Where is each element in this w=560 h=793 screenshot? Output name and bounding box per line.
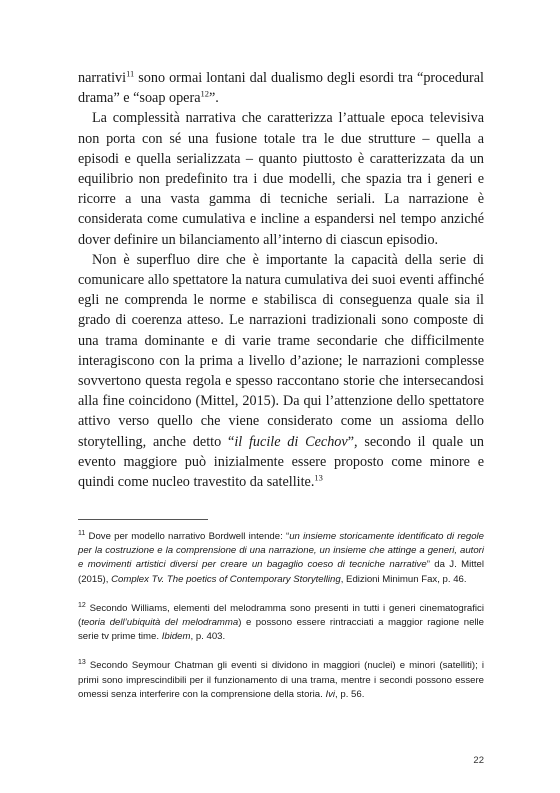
footnote-ref-12[interactable]: 12 xyxy=(200,88,209,99)
body-text xyxy=(78,68,484,492)
paragraph-2: La complessità narrativa che caratterizza l’attuale epoca televisiva non porta con sé una fusione totale tra le due strutture – quella a episodi e quella serializzata – quanto piuttosto è caratterizzata da un equilibrio non predefinito tra i due modelli, che spazia tra i generi e ricorre a una vasta gamma di tecniche seriali. La narrazione è considerata come cumulativa e incline a espandersi nel tempo anziché dover definire un bilanciamento all’interno di ciascun episodio. xyxy=(78,110,484,248)
footnote-ref-11[interactable]: 11 xyxy=(126,68,135,79)
footnote-separator xyxy=(78,519,208,520)
footnotes xyxy=(78,530,484,717)
footnote-12: $^{12}$ Secondo Williams, elementi del melodramma sono presenti in tutti i generi cinematografici (teoria dell’ubiquità del melodramma) e possono essere rintracciati a maggior ragione nelle serie tv prime time. Ibidem, p. 403. xyxy=(78,601,485,643)
footnote-number: 13 xyxy=(78,659,86,667)
paragraph-3: Non è superfluo dire che è importante la capacità della serie di comunicare allo spettatore la natura cumulativa dei suoi eventi affinché egli ne comprenda le norme e stabilisca di conseguenza quale sia il grado di coerenza atteso. Le narrazioni tradizionali sono composte di una trama dominante e di varie trame secondarie che difficilmente interagiscono con la prima a livello d’azione; le narrazioni complesse sovvertono questa regola e spesso raccontano storie che intersecandosi alla fine coincidono (Mittel, 2015). Da qui l’attenzione dello spettatore attivo verso quello che viene considerato come un assioma dello storytelling, anche detto “il fucile di Cechov”, secondo il quale un evento maggiore può inizialmente essere proposto come minore e quindi come nucleo travestito da satellite.$^{13}$ xyxy=(78,251,484,491)
footnote-number: 12 xyxy=(78,601,86,609)
footnote-13: $^{13}$ Secondo Seymour Chatman gli eventi si dividono in maggiori (nuclei) e minori (satelliti); i primi sono imprescindibili per il funzionamento di una trama, mentre i secondi possono essere omessi senza interferire con la comprensione della storia. Ivi, p. 56. xyxy=(78,659,484,700)
page-number: 22 xyxy=(473,755,484,766)
italic-title: il fucile di Cechov xyxy=(234,433,348,450)
paragraph-1: narrativi$^{11}$ sono ormai lontani dal dualismo degli esordi tra “procedural drama” e “soap opera$^{12}$”. xyxy=(78,68,484,107)
footnote-ref-13[interactable]: 13 xyxy=(314,472,323,483)
footnote-11: $^{11}$ Dove per modello narrativo Bordwell intende: “un insieme storicamente identificato di regole per la costruzione e la comprensione di una narrazione, un insieme che attinge a generi, autori e movimenti artistici diversi per creare un bagaglio coeso di tecniche narrative” da J. Mittel (2015), Complex Tv. The poetics of Contemporary Storytelling, Edizioni Minimun Fax, p. 46. xyxy=(78,529,485,585)
footnote-number: 11 xyxy=(78,529,86,537)
